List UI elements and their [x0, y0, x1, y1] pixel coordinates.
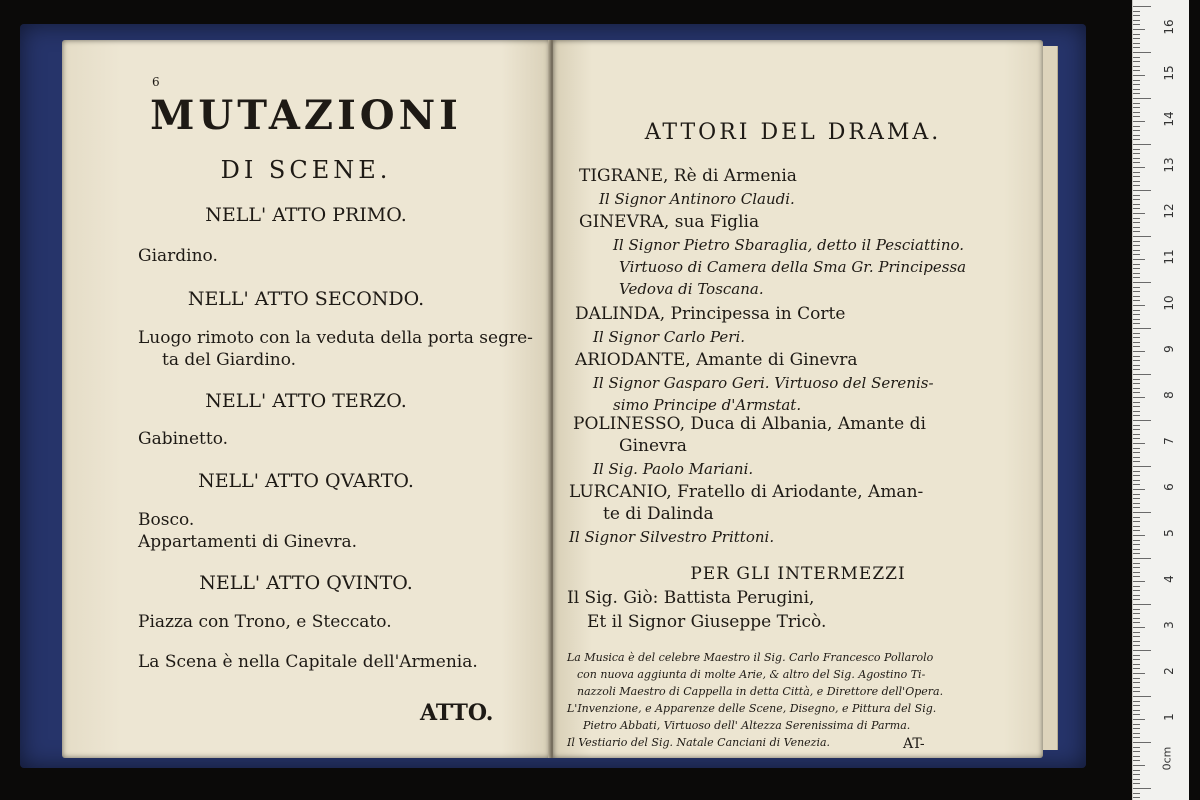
scene-line: Giardino. [138, 246, 218, 266]
ruler-tick [1133, 517, 1140, 518]
ruler-tick [1133, 360, 1140, 361]
credits-line: La Musica è del celebre Maestro il Sig. Carlo Francesco Pollarolo [567, 651, 934, 664]
ruler-number: 11 [1162, 249, 1176, 265]
ruler-tick [1133, 558, 1151, 559]
ruler-tick [1133, 254, 1140, 255]
ruler-tick [1133, 231, 1140, 232]
ruler-tick [1133, 204, 1140, 205]
ruler-tick [1133, 756, 1140, 757]
ruler-tick [1133, 80, 1140, 81]
ruler-tick [1133, 494, 1140, 495]
ruler-tick [1133, 250, 1140, 251]
scene-line: Gabinetto. [138, 429, 229, 449]
ruler-tick [1133, 471, 1140, 472]
ruler-tick [1133, 770, 1140, 771]
ruler-tick [1133, 15, 1140, 16]
cast-performer: Il Signor Antinoro Claudi. [599, 190, 795, 208]
ruler-tick [1133, 567, 1140, 568]
ruler-tick [1133, 415, 1140, 416]
ruler-tick [1133, 162, 1140, 163]
ruler-tick [1133, 356, 1140, 357]
cast-performer: Il Signor Gasparo Geri. Virtuoso del Serenis- [593, 374, 934, 392]
ruler-tick [1133, 24, 1140, 25]
ruler-tick [1133, 52, 1151, 53]
ruler-tick [1133, 503, 1140, 504]
ruler-tick [1133, 586, 1140, 587]
ruler-number: 9 [1162, 345, 1176, 353]
ruler-number: 10 [1162, 295, 1176, 311]
ruler-tick [1133, 66, 1140, 67]
ruler-tick [1133, 737, 1140, 738]
ruler-tick [1133, 461, 1140, 462]
catchword: ATTO. [420, 700, 494, 726]
intermezzi-heading: PER GLI INTERMEZZI [690, 564, 906, 584]
ruler-tick [1133, 774, 1140, 775]
ruler-tick [1133, 70, 1140, 71]
cast-role: DALINDA, Principessa in Corte [575, 304, 846, 324]
ruler-tick [1133, 793, 1140, 794]
ruler-tick [1133, 622, 1140, 623]
ruler-tick [1133, 383, 1140, 384]
ruler-tick [1133, 323, 1140, 324]
ruler-tick [1133, 641, 1140, 642]
ruler-tick [1133, 682, 1140, 683]
ruler-tick [1133, 93, 1140, 94]
scene-setting-note: La Scena è nella Capitale dell'Armenia. [138, 652, 478, 672]
ruler-tick [1133, 733, 1140, 734]
scene-line: ta del Giardino. [162, 350, 297, 370]
ruler-tick [1133, 346, 1140, 347]
ruler-tick [1133, 475, 1140, 476]
page-title: ATTORI DEL DRAMA. [644, 120, 942, 145]
ruler-tick [1133, 98, 1151, 99]
ruler-tick [1133, 388, 1140, 389]
act-heading: NELL' ATTO QVARTO. [198, 470, 414, 492]
ruler-tick [1133, 135, 1140, 136]
ruler-tick [1133, 176, 1140, 177]
ruler-tick [1133, 535, 1145, 536]
ruler-tick [1133, 126, 1140, 127]
ruler-tick [1133, 724, 1140, 725]
ruler-tick [1133, 47, 1140, 48]
left-page [62, 40, 550, 758]
ruler-tick [1133, 282, 1151, 283]
ruler-tick [1133, 553, 1140, 554]
ruler-tick [1133, 61, 1140, 62]
ruler-number: 5 [1162, 529, 1176, 537]
page-edges [1043, 46, 1058, 750]
ruler-number: 12 [1162, 203, 1176, 219]
ruler-tick [1133, 425, 1140, 426]
ruler-tick [1133, 259, 1145, 260]
ruler-tick [1133, 190, 1151, 191]
ruler-tick [1133, 576, 1140, 577]
ruler-tick [1133, 103, 1140, 104]
ruler-tick [1133, 236, 1151, 237]
ruler-tick [1133, 751, 1140, 752]
scene-line: Bosco. [138, 510, 195, 530]
ruler-number: 6 [1162, 483, 1176, 491]
ruler-tick [1133, 116, 1140, 117]
ruler-tick [1133, 645, 1140, 646]
ruler-tick [1133, 636, 1140, 637]
ruler-number: 14 [1162, 111, 1176, 127]
ruler-tick [1133, 333, 1140, 334]
ruler-tick [1133, 291, 1140, 292]
ruler-tick [1133, 227, 1140, 228]
ruler-tick [1133, 153, 1140, 154]
ruler-tick [1133, 379, 1140, 380]
ruler-tick [1133, 172, 1140, 173]
ruler-tick [1133, 273, 1140, 274]
ruler-tick [1133, 84, 1140, 85]
measurement-ruler [1132, 0, 1189, 800]
ruler-tick [1133, 213, 1145, 214]
ruler-tick [1133, 650, 1151, 651]
ruler-tick [1133, 521, 1140, 522]
ruler-tick [1133, 438, 1140, 439]
page-marker: 6 [152, 75, 160, 89]
ruler-tick [1133, 38, 1140, 39]
ruler-tick [1133, 406, 1140, 407]
credits-line: nazzoli Maestro di Cappella in detta Città, e Direttore dell'Opera. [577, 685, 944, 698]
ruler-number: 15 [1162, 65, 1176, 81]
cast-performer-note: Virtuoso di Camera della Sma Gr. Principessa [619, 258, 967, 276]
ruler-number: 7 [1162, 437, 1176, 445]
ruler-tick [1133, 11, 1140, 12]
ruler-tick [1133, 241, 1140, 242]
cast-role-continued: Ginevra [619, 436, 687, 456]
ruler-tick [1133, 783, 1140, 784]
ruler-tick [1133, 701, 1140, 702]
ruler-tick [1133, 121, 1145, 122]
ruler-tick [1133, 195, 1140, 196]
cast-role: POLINESSO, Duca di Albania, Amante di [573, 414, 926, 434]
page-title: MUTAZIONI [150, 92, 462, 139]
ruler-tick [1133, 719, 1145, 720]
cast-role: TIGRANE, Rè di Armenia [579, 166, 797, 186]
credits-line: L'Invenzione, e Apparenze delle Scene, Disegno, e Pittura del Sig. [567, 702, 937, 715]
ruler-tick [1133, 268, 1140, 269]
ruler-tick [1133, 310, 1140, 311]
ruler-tick [1133, 374, 1151, 375]
ruler-number: 1 [1162, 713, 1176, 721]
ruler-tick [1133, 245, 1140, 246]
scene-line: Luogo rimoto con la veduta della porta segre- [138, 328, 533, 348]
ruler-tick [1133, 392, 1140, 393]
cast-performer: Il Signor Carlo Peri. [593, 328, 746, 346]
ruler-number: 16 [1162, 19, 1176, 35]
ruler-tick [1133, 34, 1140, 35]
ruler-tick [1133, 314, 1140, 315]
ruler-tick [1133, 512, 1151, 513]
ruler-tick [1133, 144, 1151, 145]
credits-line: Il Vestiario del Sig. Natale Canciani di Venezia. [567, 736, 831, 749]
ruler-tick [1133, 181, 1140, 182]
ruler-number: 3 [1162, 621, 1176, 629]
ruler-tick [1133, 167, 1145, 168]
act-heading: NELL' ATTO PRIMO. [205, 204, 407, 226]
ruler-tick [1133, 75, 1145, 76]
scene-line: Piazza con Trono, e Steccato. [138, 612, 392, 632]
ruler-number: 13 [1162, 157, 1176, 173]
ruler-tick [1133, 319, 1140, 320]
ruler-tick [1133, 691, 1140, 692]
ruler-tick [1133, 420, 1151, 421]
act-heading: NELL' ATTO TERZO. [205, 390, 407, 412]
ruler-tick [1133, 609, 1140, 610]
ruler-tick [1133, 199, 1140, 200]
ruler-tick [1133, 581, 1145, 582]
ruler-tick [1133, 466, 1151, 467]
ruler-tick [1133, 627, 1145, 628]
ruler-tick [1133, 549, 1140, 550]
ruler-tick [1133, 655, 1140, 656]
ruler-tick [1133, 411, 1140, 412]
intermezzi-line: Il Sig. Giò: Battista Perugini, [567, 588, 815, 608]
ruler-tick [1133, 29, 1145, 30]
ruler-tick [1133, 6, 1151, 7]
cast-role: ARIODANTE, Amante di Ginevra [575, 350, 858, 370]
ruler-tick [1133, 618, 1140, 619]
ruler-number: 8 [1162, 391, 1176, 399]
ruler-tick [1133, 337, 1140, 338]
ruler-tick [1133, 484, 1140, 485]
ruler-tick [1133, 130, 1140, 131]
ruler-tick [1133, 149, 1140, 150]
ruler-tick [1133, 498, 1140, 499]
ruler-tick [1133, 765, 1145, 766]
ruler-tick [1133, 563, 1140, 564]
ruler-tick [1133, 728, 1140, 729]
right-page [553, 40, 1043, 758]
ruler-tick [1133, 599, 1140, 600]
ruler-tick [1133, 287, 1140, 288]
ruler-tick [1133, 20, 1140, 21]
ruler-tick [1133, 300, 1140, 301]
ruler-tick [1133, 351, 1145, 352]
cast-performer: Il Signor Pietro Sbaraglia, detto il Pesciattino. [613, 236, 965, 254]
ruler-tick [1133, 687, 1140, 688]
ruler-tick [1133, 305, 1145, 306]
ruler-tick [1133, 158, 1140, 159]
ruler-tick [1133, 696, 1151, 697]
ruler-tick [1133, 218, 1140, 219]
cast-performer: Il Signor Silvestro Prittoni. [569, 528, 775, 546]
page-subtitle: DI SCENE. [220, 156, 392, 184]
ruler-tick [1133, 760, 1140, 761]
ruler-tick [1133, 710, 1140, 711]
ruler-tick [1133, 107, 1140, 108]
ruler-tick [1133, 705, 1140, 706]
ruler-tick [1133, 434, 1140, 435]
ruler-tick [1133, 595, 1140, 596]
ruler-tick [1133, 429, 1140, 430]
ruler-tick [1133, 222, 1140, 223]
ruler-tick [1133, 507, 1140, 508]
ruler-number: 4 [1162, 575, 1176, 583]
ruler-tick [1133, 43, 1140, 44]
ruler-tick [1133, 714, 1140, 715]
ruler-tick [1133, 632, 1140, 633]
ruler-tick [1133, 208, 1140, 209]
intermezzi-line: Et il Signor Giuseppe Tricò. [587, 612, 827, 632]
ruler-tick [1133, 530, 1140, 531]
ruler-tick [1133, 296, 1140, 297]
ruler-tick [1133, 277, 1140, 278]
ruler-tick [1133, 526, 1140, 527]
ruler-unit: 0cm [1160, 746, 1174, 771]
cast-role-continued: te di Dalinda [603, 504, 714, 524]
credits-line: Pietro Abbati, Virtuoso dell' Altezza Serenissima di Parma. [583, 719, 911, 732]
ruler-tick [1133, 604, 1151, 605]
cast-performer-note: Vedova di Toscana. [619, 280, 764, 298]
ruler-tick [1133, 185, 1140, 186]
ruler-tick [1133, 89, 1140, 90]
ruler-tick [1133, 139, 1140, 140]
act-heading: NELL' ATTO QVINTO. [199, 572, 413, 594]
catchword: AT- [903, 736, 925, 752]
cast-performer: Il Sig. Paolo Mariani. [593, 460, 754, 478]
ruler-tick [1133, 590, 1140, 591]
ruler-tick [1133, 659, 1140, 660]
ruler-tick [1133, 613, 1140, 614]
ruler-tick [1133, 112, 1140, 113]
ruler-tick [1133, 342, 1140, 343]
ruler-tick [1133, 328, 1151, 329]
ruler-tick [1133, 788, 1151, 789]
ruler-tick [1133, 747, 1140, 748]
ruler-tick [1133, 668, 1140, 669]
cast-performer-note: simo Principe d'Armstat. [613, 396, 802, 414]
ruler-tick [1133, 673, 1145, 674]
ruler-number: 2 [1162, 667, 1176, 675]
ruler-tick [1133, 489, 1145, 490]
ruler-tick [1133, 572, 1140, 573]
ruler-tick [1133, 540, 1140, 541]
cast-role: LURCANIO, Fratello di Ariodante, Aman- [569, 482, 924, 502]
ruler-tick [1133, 742, 1151, 743]
ruler-tick [1133, 264, 1140, 265]
ruler-tick [1133, 779, 1140, 780]
ruler-tick [1133, 369, 1140, 370]
credits-line: con nuova aggiunta di molte Arie, & altro del Sig. Agostino Ti- [577, 668, 926, 681]
scene-line: Appartamenti di Ginevra. [138, 532, 358, 552]
ruler-tick [1133, 448, 1140, 449]
ruler-tick [1133, 365, 1140, 366]
cast-role: GINEVRA, sua Figlia [579, 212, 760, 232]
ruler-tick [1133, 678, 1140, 679]
ruler-tick [1133, 457, 1140, 458]
ruler-tick [1133, 402, 1140, 403]
ruler-tick [1133, 480, 1140, 481]
ruler-tick [1133, 397, 1145, 398]
ruler-tick [1133, 57, 1140, 58]
ruler-tick [1133, 544, 1140, 545]
ruler-tick [1133, 797, 1140, 798]
ruler-tick [1133, 443, 1145, 444]
ruler-tick [1133, 452, 1140, 453]
act-heading: NELL' ATTO SECONDO. [187, 288, 425, 310]
ruler-tick [1133, 664, 1140, 665]
